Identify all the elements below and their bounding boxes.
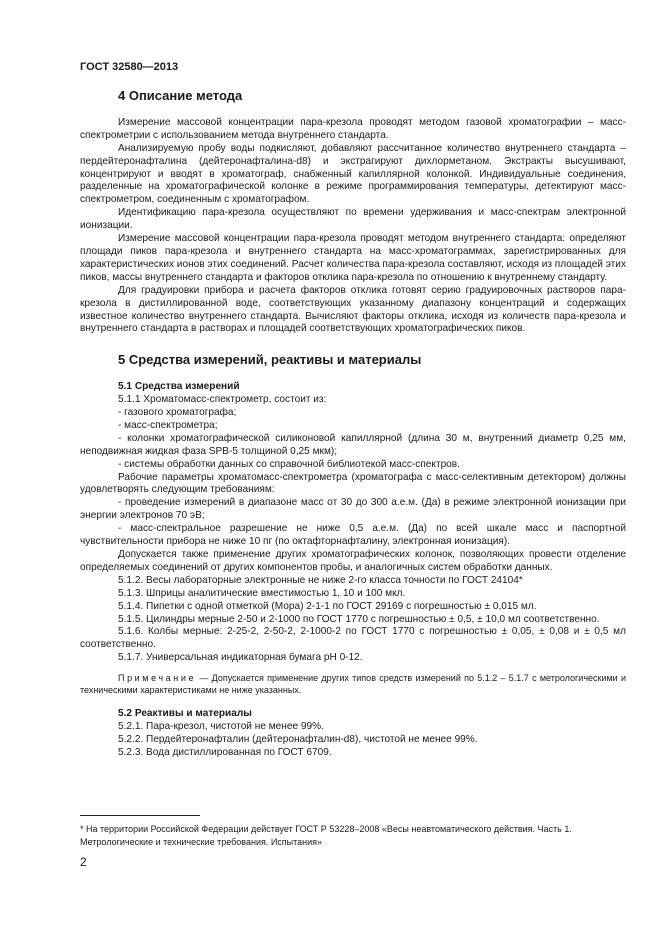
- footnote-divider: [80, 815, 200, 816]
- item-5-1-4: 5.1.4. Пипетки с одной отметкой (Мора) 2-1-1 по ГОСТ 29169 с погрешностью ± 0,015 мл.: [118, 600, 537, 612]
- list-item: - газового хроматографа;: [118, 407, 237, 419]
- note: [80, 673, 626, 696]
- footnote: * На территории Российской Федерации действует ГОСТ Р 53228–2008 «Весы неавтоматического действия. Часть 1. Метрологические и технические требования. Испытания»: [80, 824, 572, 847]
- subsection-5-2-title: 5.2 Реактивы и материалы: [118, 708, 252, 720]
- page-number: 2: [80, 855, 87, 869]
- paragraph: Рабочие параметры хроматомасс-спектрометра (хроматографа с масс-селективным детектором) должны удовлетворять следующим требованиям:: [80, 471, 626, 496]
- list-item: - колонки хроматографической силиконовой капиллярной (длина 30 м, внутренний диаметр 0,25 мм, неподвижная жидкая фаза SPB-5 толщиной 0,25 мкм);: [80, 432, 626, 457]
- page-content: [80, 88, 626, 760]
- section-4-title: 4 Описание метода: [118, 88, 243, 103]
- item-5-1-7: 5.1.7. Универсальная индикаторная бумага рН 0-12.: [118, 652, 363, 664]
- section-5-title: 5 Средства измерений, реактивы и материалы: [118, 352, 422, 368]
- item-5-2-3: 5.2.3. Вода дистиллированная по ГОСТ 6709.: [118, 746, 332, 758]
- paragraph: Идентификацию пара-крезола осуществляют по времени удерживания и масс-спектрам электронной ионизации.: [80, 207, 626, 232]
- paragraph: Измерение массовой концентрации пара-крезола проводят методом газовой хроматографии – масс-спектрометрии с использованием метода внутреннего стандарта.: [80, 116, 626, 141]
- item-5-1-5: 5.1.5. Цилиндры мерные 2-50 и 2-1000 по ГОСТ 1770 с погрешностью ± 0,5, ± 10,0 мл соответственно.: [118, 613, 600, 625]
- paragraph: Измерение массовой концентрации пара-крезола проводят методом внутреннего стандарта: определяют площади пиков пара-крезола и внутреннего стандарта на масс-хроматограммах, зарегистрированных для характеристических ионов этих соединений. Расчет количества пара-крезола составляют, исходя из площадей этих пиков, массы внутреннего стандарта и факторов отклика пара-крезола по отношению к внутреннему стандарту.: [80, 233, 626, 283]
- paragraph: Допускается также применение других хроматографических колонок, позволяющих провести отделение определяемых соединений от других компонентов пробы, и аналогичных систем обработки данных.: [80, 549, 626, 573]
- item-5-1-2: 5.1.2. Весы лабораторные электронные не ниже 2-го класса точности по ГОСТ 24104*: [118, 574, 523, 586]
- subsection-5-1-title: 5.1 Средства измерений: [118, 381, 240, 393]
- list-item: - системы обработки данных со справочной библиотекой масс-спектров.: [118, 458, 460, 470]
- paragraph: Анализируемую пробу воды подкисляют, добавляют рассчитанное количество внутреннего стандарта – пердейтеронафталина (дейтеронафталина-d8) и экстрагируют дихлорметаном. Экстракты высушивают, концентрируют и вводят в хроматограф, снабженный капиллярной колонкой. Индивидуальные соединения, разделенные на хроматографической колонке в режиме программирования температуры, детектируют масс-спектрометром, соединенным с хроматографом.: [80, 142, 626, 206]
- item-5-1-6: 5.1.6. Колбы мерные: 2-25-2, 2-50-2, 2-1000-2 по ГОСТ 1770 с погрешностью ± 0,05, ± 0,08 и ± 0,5 мл соответственно.: [80, 626, 626, 651]
- list-item: - масс-спектрометра;: [118, 419, 218, 431]
- item-5-1-3: 5.1.3. Шприцы аналитические вместимостью 1, 10 и 100 мкл.: [118, 587, 406, 599]
- standard-code-header: ГОСТ 32580—2013: [80, 61, 179, 73]
- item-5-1-1: 5.1.1 Хроматомасс-спектрометр, состоит из:: [118, 394, 327, 406]
- note-label: Примечание: [118, 673, 197, 684]
- list-item: - проведение измерений в диапазоне масс от 30 до 300 а.е.м. (Да) в режиме электронной ионизации при энергии электронов 70 эВ;: [80, 497, 626, 522]
- paragraph: Для градуировки прибора и расчета факторов отклика готовят серию градуировочных растворов пара-крезола в дистиллированной воде, соответствующих указанному диапазону концентраций и содержащих известное количество внутреннего стандарта. Вычисляют факторы отклика, исходя из количеств пара-крезола и внутреннего стандарта в растворах и площадей соответствующих хроматографических пиков.: [80, 284, 626, 335]
- item-5-2-2: 5.2.2. Пердейтеронафталин (дейтеронафталин-d8), чистотой не менее 99%.: [118, 733, 478, 745]
- item-5-2-1: 5.2.1. Пара-крезол, чистотой не менее 99%.: [118, 721, 324, 733]
- note-text: — Допускается применение других типов средств измерений по 5.1.2 – 5.1.7 с метрологическими и техническими характеристиками не ниже указанных.: [80, 673, 626, 695]
- list-item: - масс-спектральное разрешение не ниже 0,5 а.е.м. (Да) по всей шкале масс и паспортной чувствительности прибора не ниже 10 пг (по октафторнафталину, электронная ионизация).: [80, 523, 626, 548]
